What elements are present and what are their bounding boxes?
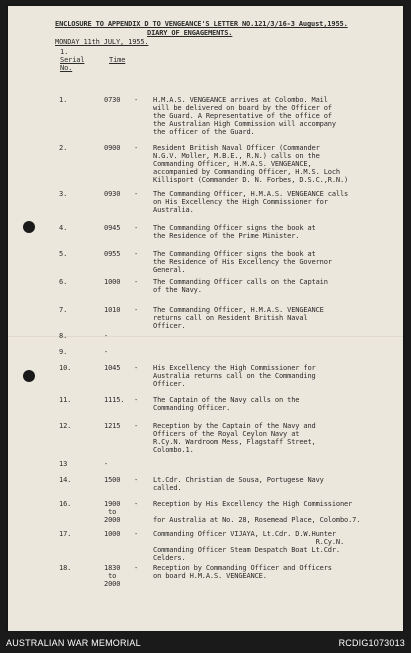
punch-hole-bottom: [23, 370, 35, 382]
entry-dash: -: [134, 500, 139, 508]
entry-text: The Commanding Officer signs the book at the Residence of the Prime Minister.: [153, 224, 316, 240]
entry-serial: 7.: [59, 306, 68, 314]
entry-time: 0900: [104, 144, 121, 152]
enclosure-heading: ENCLOSURE TO APPENDIX D TO VENGEANCE'S LETTER NO.121/3/16-3 August,1955.: [55, 20, 348, 28]
entry-dash: -: [134, 96, 139, 104]
entry-text: Reception by His Excellency the High Commissioner for Australia at No. 28, Rosemead Place, Colombo.7.: [153, 500, 361, 524]
entry-text: The Captain of the Navy calls on the Commanding Officer.: [153, 396, 300, 412]
entry-serial: 1.: [59, 96, 68, 104]
entry-time: 0945: [104, 224, 121, 232]
entry-dash: -: [134, 224, 139, 232]
entry-time: 1000: [104, 278, 121, 286]
entry-serial: 9.: [59, 348, 68, 356]
entry-serial: 12.: [59, 422, 72, 430]
entry-dash: -: [134, 476, 139, 484]
entry-time: -: [104, 332, 109, 340]
entry-serial: 10.: [59, 364, 72, 372]
entry-text: The Commanding Officer, H.M.A.S. VENGEANCE calls on His Excellency the High Commissioner for Australia.: [153, 190, 349, 214]
entry-serial: 2.: [59, 144, 68, 152]
entry-text: Reception by Commanding Officer and Officers on board H.M.A.S. VENGEANCE.: [153, 564, 332, 580]
entry-text: H.M.A.S. VENGEANCE arrives at Colombo. Mail will be delivered on board by the Officer of the Guard. A Representative of the office of the Australian High Commission will accompany the officer of the Guard.: [153, 96, 336, 136]
entry-time: 1010: [104, 306, 121, 314]
entry-text: The Commanding Officer, H.M.A.S. VENGEANCE returns call on Resident British Naval Officer.: [153, 306, 324, 330]
entry-serial: 18.: [59, 564, 72, 572]
entry-serial: 3.: [59, 190, 68, 198]
entry-serial: 6.: [59, 278, 68, 286]
entry-dash: -: [134, 396, 139, 404]
archive-reference: RCDIG1073013: [338, 638, 405, 648]
entry-text: The Commanding Officer signs the book at the Residence of His Excellency the Governor General.: [153, 250, 332, 274]
entry-dash: -: [134, 190, 139, 198]
column-time: Time: [109, 56, 126, 64]
entry-dash: -: [134, 364, 139, 372]
entry-time: 1115.: [104, 396, 125, 404]
entry-serial: 8.: [59, 332, 68, 340]
entry-time: 0955: [104, 250, 121, 258]
entry-time: 1830 to 2000: [104, 564, 121, 588]
entry-text: The Commanding Officer calls on the Captain of the Navy.: [153, 278, 328, 294]
entry-time: -: [104, 460, 109, 468]
diary-date: MONDAY 11th JULY, 1955.: [55, 38, 149, 46]
entry-text: Resident British Naval Officer (Commander N.G.V. Moller, M.B.E., R.N.) calls on the Commanding Officer, H.M.A.S. VENGEANCE, accompanied by Commanding Officer, H.M.S. Loch Killisport (Commander D. N. Forbes, D.S.C.,R.N.): [153, 144, 349, 184]
column-serial-no: No.: [60, 64, 73, 72]
column-number: 1.: [60, 48, 69, 56]
entry-serial: 11.: [59, 396, 72, 404]
entry-time: 1000: [104, 530, 121, 538]
entry-dash: -: [134, 306, 139, 314]
document-page: [8, 6, 403, 631]
column-serial: Serial: [60, 56, 85, 64]
entry-time: 1045: [104, 364, 121, 372]
entry-dash: -: [134, 530, 139, 538]
entry-text: His Excellency the High Commissioner for Australia returns call on the Commanding Officer.: [153, 364, 316, 388]
entry-time: -: [104, 348, 109, 356]
entry-serial: 17.: [59, 530, 72, 538]
archive-footer: [0, 631, 411, 653]
entry-text: Reception by the Captain of the Navy and Officers of the Royal Ceylon Navy at R.Cy.N. Wardroom Mess, Flagstaff Street, Colombo.1.: [153, 422, 316, 454]
entry-dash: -: [134, 144, 139, 152]
entry-serial: 4.: [59, 224, 68, 232]
entry-dash: -: [134, 278, 139, 286]
entry-text: Commanding Officer VIJAYA, Lt.Cdr. D.W.Hunter R.Cy.N. Commanding Officer Steam Despatch Boat Lt.Cdr. Celders.: [153, 530, 345, 562]
entry-text: Lt.Cdr. Christian de Sousa, Portugese Navy called.: [153, 476, 324, 492]
entry-time: 1500: [104, 476, 121, 484]
page-fold: [8, 336, 403, 338]
entry-dash: -: [134, 250, 139, 258]
entry-serial: 13: [59, 460, 68, 468]
entry-time: 1900 to 2000: [104, 500, 121, 524]
archive-name: AUSTRALIAN WAR MEMORIAL: [6, 638, 141, 648]
punch-hole-top: [23, 221, 35, 233]
entry-dash: -: [134, 422, 139, 430]
diary-title: DIARY OF ENGAGEMENTS.: [147, 29, 233, 37]
entry-serial: 14.: [59, 476, 72, 484]
entry-time: 1215: [104, 422, 121, 430]
entry-time: 0730: [104, 96, 121, 104]
entry-dash: -: [134, 564, 139, 572]
entry-serial: 5.: [59, 250, 68, 258]
entry-serial: 16.: [59, 500, 72, 508]
entry-time: 0930: [104, 190, 121, 198]
